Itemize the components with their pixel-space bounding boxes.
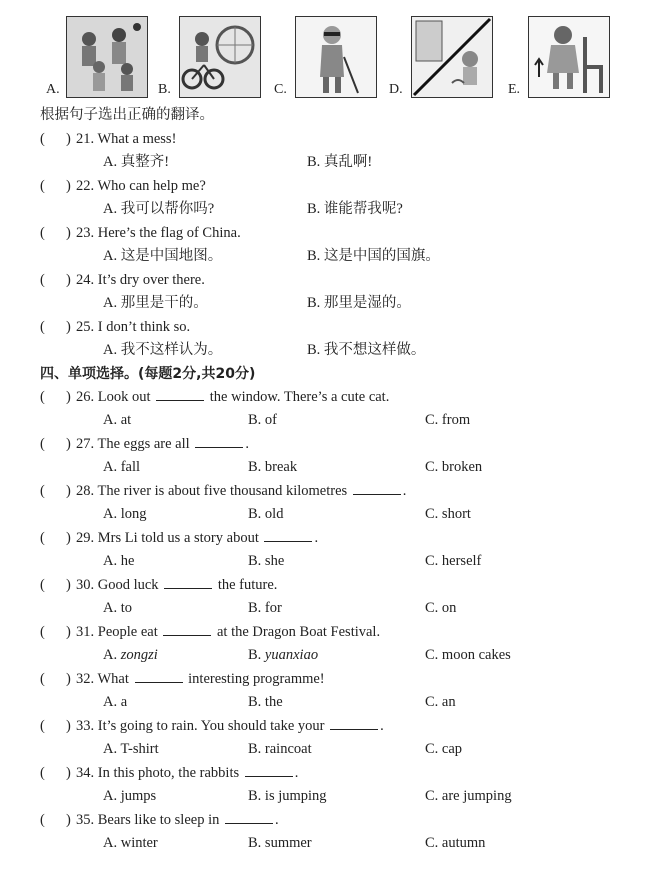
- options-30: [0, 597, 654, 619]
- option-a[interactable]: A. 我可以帮你吗?: [103, 201, 215, 217]
- answer-paren-close: ): [66, 483, 71, 499]
- answer-paren-open[interactable]: (: [40, 436, 45, 452]
- answer-blank[interactable]: [264, 527, 312, 542]
- answer-paren-close: ): [66, 178, 71, 194]
- answer-paren-open[interactable]: (: [40, 225, 45, 241]
- option-b[interactable]: B. the: [248, 694, 283, 710]
- question-21: [0, 128, 654, 150]
- question-text: [76, 668, 325, 690]
- answer-paren-close: ): [66, 530, 71, 546]
- option-b-letter: B.: [248, 647, 265, 663]
- option-a[interactable]: A. jumps: [103, 788, 157, 804]
- question-text-post: .: [402, 483, 407, 499]
- question-text-pre: 33. It’s going to rain. You should take your: [76, 718, 325, 734]
- answer-paren-close: ): [66, 131, 71, 147]
- option-a[interactable]: A. at: [103, 412, 132, 428]
- options-32: [0, 691, 654, 713]
- answer-blank[interactable]: [225, 809, 273, 824]
- question-text: [76, 433, 249, 455]
- option-a-text: zongzi: [120, 647, 158, 663]
- question-text: [76, 480, 406, 502]
- answer-paren-close: ): [66, 436, 71, 452]
- option-a[interactable]: A. he: [103, 553, 135, 569]
- question-text-pre: 29. Mrs Li told us a story about: [76, 530, 259, 546]
- answer-paren-close: ): [66, 812, 71, 828]
- option-c[interactable]: C. autumn: [425, 835, 486, 851]
- option-b[interactable]: B. 谁能帮我呢?: [307, 201, 403, 217]
- question-text-post: interesting programme!: [188, 671, 325, 687]
- answer-paren-open[interactable]: (: [40, 624, 45, 640]
- picture-label-e: E.: [508, 82, 521, 97]
- answer-paren-close: ): [66, 624, 71, 640]
- options-31: [0, 644, 654, 666]
- answer-paren-close: ): [66, 765, 71, 781]
- section4-heading-line: [0, 363, 654, 385]
- section3-instruction-line: [0, 104, 654, 126]
- option-b[interactable]: B. 这是中国的国旗。: [307, 248, 440, 264]
- option-a[interactable]: A. long: [103, 506, 147, 522]
- question-35: [0, 809, 654, 831]
- no-littering-icon: [411, 16, 493, 98]
- answer-paren-close: ): [66, 389, 71, 405]
- question-text-post: .: [245, 436, 249, 452]
- options-34: [0, 785, 654, 807]
- answer-blank[interactable]: [195, 433, 243, 448]
- answer-blank[interactable]: [353, 480, 401, 495]
- question-text: [76, 715, 384, 737]
- question-text-pre: 30. Good luck: [76, 577, 159, 593]
- options-24: [0, 292, 654, 314]
- option-b-text: yuanxiao: [264, 647, 319, 663]
- option-a[interactable]: A. 我不这样认为。: [103, 342, 223, 358]
- question-28: [0, 480, 654, 502]
- option-b[interactable]: B. summer: [248, 835, 312, 851]
- option-b[interactable]: B. of: [248, 412, 277, 428]
- option-c[interactable]: C. moon cakes: [425, 647, 511, 663]
- answer-blank[interactable]: [330, 715, 378, 730]
- question-text: [76, 621, 380, 643]
- answer-paren-close: ): [66, 319, 71, 335]
- option-b[interactable]: B. she: [248, 553, 285, 569]
- option-b[interactable]: B. raincoat: [248, 741, 312, 757]
- option-a-letter: A.: [103, 647, 121, 663]
- option-b[interactable]: B. for: [248, 600, 282, 616]
- picture-label-c: C.: [274, 82, 287, 97]
- answer-paren-open[interactable]: (: [40, 178, 45, 194]
- picture-label-a: A.: [46, 82, 60, 97]
- question-34: [0, 762, 654, 784]
- options-26: [0, 409, 654, 431]
- answer-paren-open[interactable]: (: [40, 483, 45, 499]
- question-33: [0, 715, 654, 737]
- option-a[interactable]: A. T-shirt: [103, 741, 159, 757]
- question-24: [0, 269, 654, 291]
- question-32: [0, 668, 654, 690]
- answer-paren-open[interactable]: (: [40, 131, 45, 147]
- question-text-pre: 32. What: [76, 671, 129, 687]
- option-b[interactable]: B. is jumping: [248, 788, 327, 804]
- option-a[interactable]: A. fall: [103, 459, 141, 475]
- answer-paren-close: ): [66, 718, 71, 734]
- question-26: [0, 386, 654, 408]
- option-b[interactable]: B. break: [248, 459, 298, 475]
- answer-paren-open[interactable]: (: [40, 319, 45, 335]
- question-22: [0, 175, 654, 197]
- question-text: 24. It’s dry over there.: [76, 272, 205, 288]
- options-22: [0, 198, 654, 220]
- question-text-pre: 34. In this photo, the rabbits: [76, 765, 240, 781]
- question-text-post: .: [380, 718, 384, 734]
- question-text-pre: 31. People eat: [76, 624, 158, 640]
- option-c[interactable]: C. are jumping: [425, 788, 512, 804]
- boy-cycling-icon: [179, 16, 261, 98]
- options-28: [0, 503, 654, 525]
- option-c[interactable]: C. an: [425, 694, 456, 710]
- question-23: [0, 222, 654, 244]
- answer-blank[interactable]: [135, 668, 183, 683]
- question-text: [76, 809, 279, 831]
- option-a[interactable]: A. a: [103, 694, 128, 710]
- question-text: 21. What a mess!: [76, 131, 177, 147]
- question-text-post: at the Dragon Boat Festival.: [217, 624, 381, 640]
- option-c[interactable]: C. cap: [425, 741, 463, 757]
- question-text-pre: 27. The eggs are all: [76, 436, 190, 452]
- picture-label-b: B.: [158, 82, 171, 97]
- options-29: [0, 550, 654, 572]
- question-text: [76, 574, 277, 596]
- option-a[interactable]: A. 那里是干的。: [103, 295, 208, 311]
- question-text-post: the window. There’s a cute cat.: [209, 389, 390, 405]
- question-31: [0, 621, 654, 643]
- question-text-pre: 35. Bears like to sleep in: [76, 812, 220, 828]
- options-21: [0, 151, 654, 173]
- options-27: [0, 456, 654, 478]
- question-text-post: .: [294, 765, 299, 781]
- options-33: [0, 738, 654, 760]
- option-a[interactable]: A. 这是中国地图。: [103, 248, 223, 264]
- question-text-post: .: [274, 812, 279, 828]
- question-29: [0, 527, 654, 549]
- option-a[interactable]: A. winter: [103, 835, 158, 851]
- answer-paren-close: ): [66, 671, 71, 687]
- answer-paren-open[interactable]: (: [40, 389, 45, 405]
- answer-blank[interactable]: [156, 386, 204, 401]
- option-a[interactable]: A. to: [103, 600, 132, 616]
- blind-man-icon: [295, 16, 377, 98]
- question-text: 23. Here’s the flag of China.: [76, 225, 241, 241]
- question-text-post: the future.: [217, 577, 278, 593]
- answer-paren-open[interactable]: (: [40, 718, 45, 734]
- question-27: [0, 433, 654, 455]
- options-25: [0, 339, 654, 361]
- section3-instruction: 根据句子选出正确的翻译。: [40, 107, 214, 123]
- answer-blank[interactable]: [164, 574, 212, 589]
- section4-heading: 四、单项选择。(每题2分,共20分): [40, 366, 256, 382]
- option-b[interactable]: B. 那里是湿的。: [307, 295, 411, 311]
- answer-paren-open[interactable]: (: [40, 812, 45, 828]
- option-c[interactable]: C. herself: [425, 553, 482, 569]
- option-c[interactable]: C. short: [425, 506, 471, 522]
- question-text-pre: 28. The river is about five thousand kilometres: [76, 483, 348, 499]
- answer-paren-close: ): [66, 272, 71, 288]
- answer-blank[interactable]: [245, 762, 293, 777]
- answer-paren-close: ): [66, 225, 71, 241]
- question-30: [0, 574, 654, 596]
- answer-blank[interactable]: [163, 621, 211, 636]
- option-b[interactable]: B. old: [248, 506, 284, 522]
- option-a[interactable]: A. 真整齐!: [103, 154, 170, 170]
- answer-paren-open[interactable]: (: [40, 671, 45, 687]
- question-text-post: .: [314, 530, 319, 546]
- options-35: [0, 832, 654, 854]
- option-b[interactable]: B. 我不想这样做。: [307, 342, 426, 358]
- options-23: [0, 245, 654, 267]
- answer-paren-close: ): [66, 577, 71, 593]
- option-a[interactable]: [103, 644, 158, 666]
- girl-standing-chair-icon: [528, 16, 610, 98]
- question-25: [0, 316, 654, 338]
- question-text: [76, 386, 389, 408]
- option-b[interactable]: [248, 644, 318, 666]
- option-c[interactable]: C. from: [425, 412, 471, 428]
- question-text: [76, 527, 318, 549]
- option-b[interactable]: B. 真乱啊!: [307, 154, 373, 170]
- option-c[interactable]: C. on: [425, 600, 457, 616]
- picture-options-row: [0, 14, 654, 104]
- question-text: 22. Who can help me?: [76, 178, 206, 194]
- children-playing-icon: [66, 16, 148, 98]
- question-text: [76, 762, 298, 784]
- answer-paren-open[interactable]: (: [40, 577, 45, 593]
- answer-paren-open[interactable]: (: [40, 530, 45, 546]
- picture-label-d: D.: [389, 82, 403, 97]
- question-text-pre: 26. Look out: [76, 389, 151, 405]
- option-c[interactable]: C. broken: [425, 459, 483, 475]
- answer-paren-open[interactable]: (: [40, 272, 45, 288]
- answer-paren-open[interactable]: (: [40, 765, 45, 781]
- question-text: 25. I don’t think so.: [76, 319, 191, 335]
